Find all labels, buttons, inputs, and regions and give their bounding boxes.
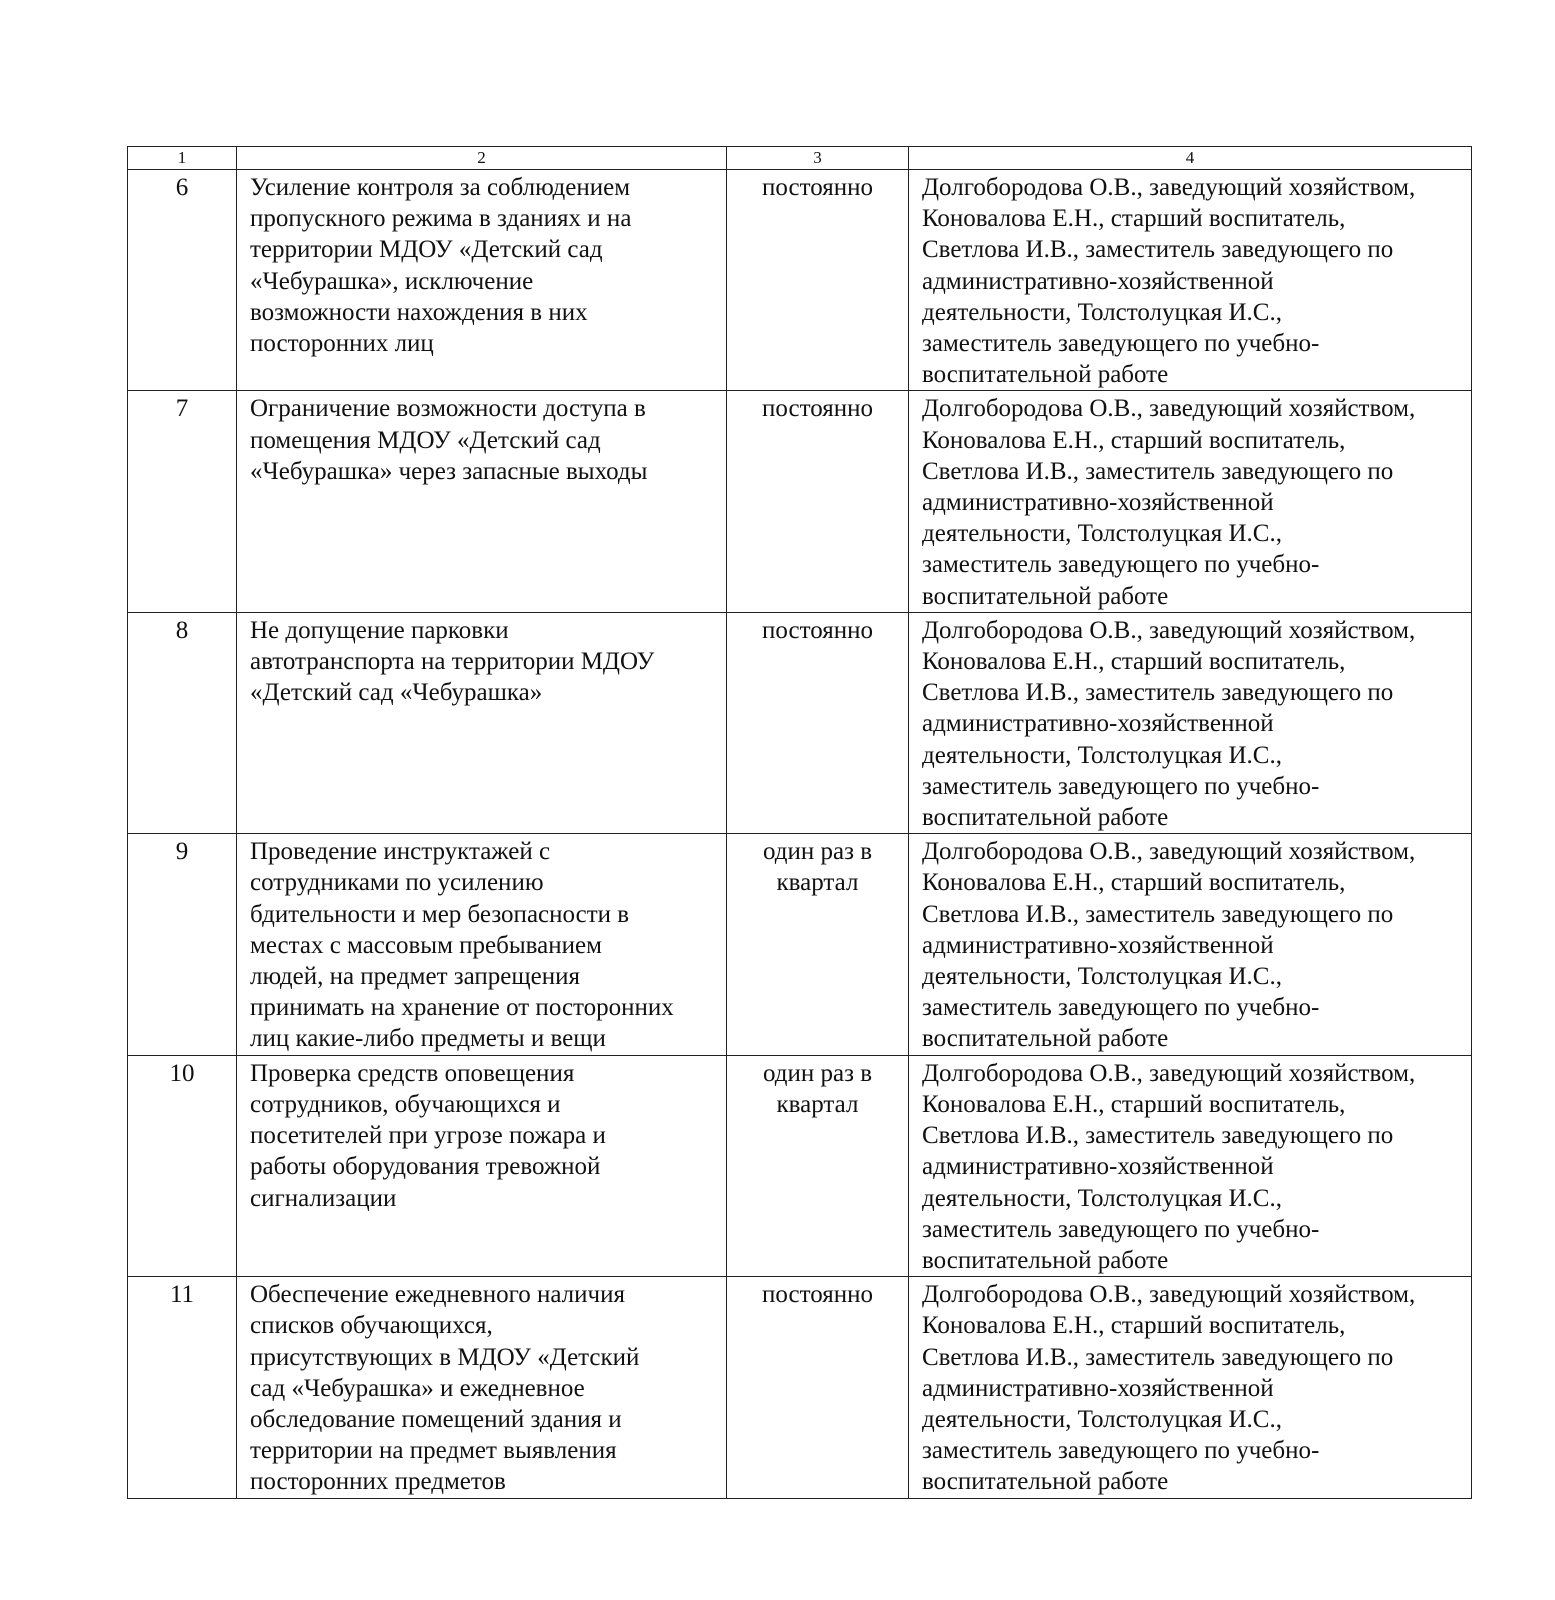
row-number: 11: [128, 1277, 237, 1498]
measure-text: Проведение инструктажей с сотрудниками по усилению бдительности и мер безопасности в местах с массовым пребыванием людей, на предмет запрещения принимать на хранение от посторонних лиц какие-либо предметы и вещи: [237, 834, 727, 1055]
measure-text: Проверка средств оповещения сотрудников, обучающихся и посетителей при угрозе пожара и работы оборудования тревожной сигнализации: [237, 1055, 727, 1276]
deadline-text: постоянно: [727, 1277, 909, 1498]
column-number-1: 1: [128, 147, 237, 170]
column-number-3: 3: [727, 147, 909, 170]
responsible-text: Долгобородова О.В., заведующий хозяйством, Коновалова Е.Н., старший воспитатель, Светлова И.В., заместитель заведующего по административно-хозяйственной деятельности, Толстолуцкая И.С., заместитель заведующего по учебно- воспитательной работе: [909, 612, 1472, 833]
column-number-4: 4: [909, 147, 1472, 170]
table-row: [128, 1277, 1472, 1498]
table-row: [128, 391, 1472, 612]
responsible-text: Долгобородова О.В., заведующий хозяйством, Коновалова Е.Н., старший воспитатель, Светлова И.В., заместитель заведующего по административно-хозяйственной деятельности, Толстолуцкая И.С., заместитель заведующего по учебно- воспитательной работе: [909, 1055, 1472, 1276]
measures-table: [127, 146, 1472, 1499]
responsible-text: Долгобородова О.В., заведующий хозяйством, Коновалова Е.Н., старший воспитатель, Светлова И.В., заместитель заведующего по административно-хозяйственной деятельности, Толстолуцкая И.С., заместитель заведующего по учебно- воспитательной работе: [909, 1277, 1472, 1498]
row-number: 10: [128, 1055, 237, 1276]
measure-text: Обеспечение ежедневного наличия списков обучающихся, присутствующих в МДОУ «Детский сад «Чебурашка» и ежедневное обследование помещений здания и территории на предмет выявления посторонних предметов: [237, 1277, 727, 1498]
table-row: [128, 834, 1472, 1055]
row-number: 6: [128, 170, 237, 391]
responsible-text: Долгобородова О.В., заведующий хозяйством, Коновалова Е.Н., старший воспитатель, Светлова И.В., заместитель заведующего по административно-хозяйственной деятельности, Толстолуцкая И.С., заместитель заведующего по учебно- воспитательной работе: [909, 834, 1472, 1055]
measure-text: Не допущение парковки автотранспорта на территории МДОУ «Детский сад «Чебурашка»: [237, 612, 727, 833]
deadline-text: постоянно: [727, 170, 909, 391]
responsible-text: Долгобородова О.В., заведующий хозяйством, Коновалова Е.Н., старший воспитатель, Светлова И.В., заместитель заведующего по административно-хозяйственной деятельности, Толстолуцкая И.С., заместитель заведующего по учебно- воспитательной работе: [909, 170, 1472, 391]
responsible-text: Долгобородова О.В., заведующий хозяйством, Коновалова Е.Н., старший воспитатель, Светлова И.В., заместитель заведующего по административно-хозяйственной деятельности, Толстолуцкая И.С., заместитель заведующего по учебно- воспитательной работе: [909, 391, 1472, 612]
row-number: 7: [128, 391, 237, 612]
table-row: [128, 1055, 1472, 1276]
measure-text: Ограничение возможности доступа в помещения МДОУ «Детский сад «Чебурашка» через запасные выходы: [237, 391, 727, 612]
table-row: [128, 612, 1472, 833]
row-number: 9: [128, 834, 237, 1055]
column-number-row: [128, 147, 1472, 170]
column-number-2: 2: [237, 147, 727, 170]
table-row: [128, 170, 1472, 391]
deadline-text: постоянно: [727, 391, 909, 612]
measure-text: Усиление контроля за соблюдением пропускного режима в зданиях и на территории МДОУ «Детский сад «Чебурашка», исключение возможности нахождения в них посторонних лиц: [237, 170, 727, 391]
deadline-text: один раз в квартал: [727, 834, 909, 1055]
deadline-text: один раз в квартал: [727, 1055, 909, 1276]
row-number: 8: [128, 612, 237, 833]
deadline-text: постоянно: [727, 612, 909, 833]
